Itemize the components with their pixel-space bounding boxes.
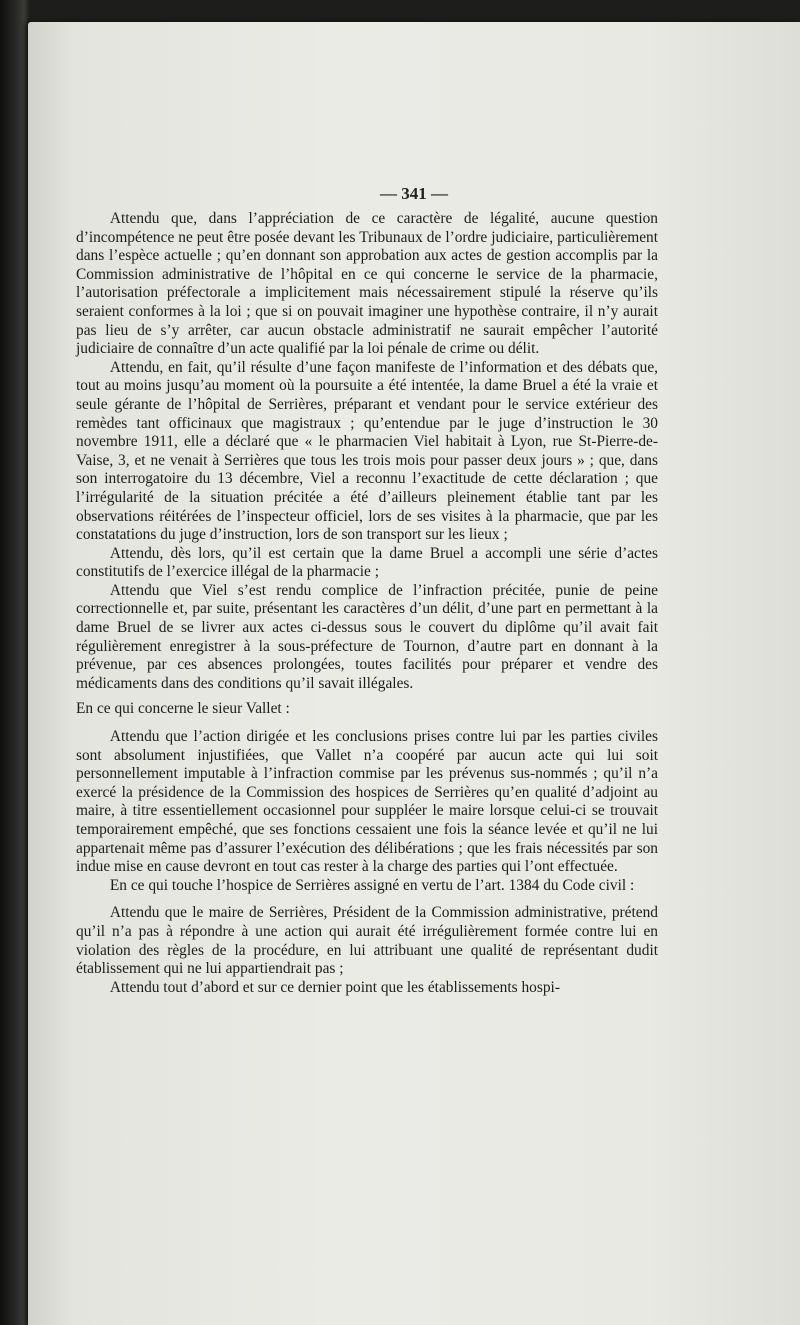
paragraph-etablissements: Attendu tout d’abord et sur ce dernier point que les établissements hospi-: [109, 978, 560, 996]
paragraph-hospice-heading: En ce qui touche l’hospice de Serrières assigné en vertu de l’art. 1384 du Code civil :: [109, 876, 635, 894]
heading-sieur-vallet: En ce qui concerne le sieur Vallet :: [76, 700, 290, 718]
book-binding-edge: [0, 0, 30, 1325]
page-number: — 341 —: [380, 184, 448, 203]
paragraph-des-lors: Attendu, dès lors, qu’il est certain que la dame Bruel a accompli une série d’actes constitutifs de l’exercice illégal de la pharmacie ;: [76, 544, 658, 581]
paragraph-complice-viel: Attendu que Viel s’est rendu complice de l’infraction précitée, punie de peine correctionnelle et, par suite, présentant les caractères d’un délit, d’une part en permettant à la dame Bruel de se livrer aux actes ci-dessus sous le couvert du diplôme qu’il avait fait régulièrement enregistrer à la sous-préfecture de Tournon, d’autre part en donnant à la prévenue, par ces absences prolongées, toutes facilités pour préparer et vendre des médicaments dans des conditions qu’il savait illégales.: [76, 581, 658, 692]
paragraph-en-fait: Attendu, en fait, qu’il résulte d’une façon manifeste de l’information et des débats que, tout au moins jusqu’au moment où la poursuite a été intentée, la dame Bruel a été la vraie et seule gérante de l’hôpital de Serrières, préparant et vendant pour le service extérieur des remèdes tant officinaux que magistraux ; qu’entendue par le juge d’instruction le 30 novembre 1911, elle a déclaré que « le pharmacien Viel habitait à Lyon, rue St-Pierre-de-Vaise, 3, et ne venait à Serrières que tous les trois mois pour passer deux jours » ; que, dans son interrogatoire du 13 décembre, Viel a reconnu l’exactitude de cette déclaration ; que l’irrégularité de la situation précitée a été d’ailleurs pleinement établie tant par les observations réitérées de l’inspecteur officiel, lors de ses visites à la pharmacie, que par les constatations du juge d’instruction, lors de son transport sur les lieux ;: [76, 358, 658, 544]
paragraph-vallet: Attendu que l’action dirigée et les conclusions prises contre lui par les parties civiles sont absolument injustifiées, que Vallet n’a coopéré par aucun acte qui lui soit personnellement imputable à l’infraction commise par les prévenus sus-nommés ; qu’il n’a exercé la présidence de la Commission des hospices de Serrières qu’en qualité d’adjoint au maire, à titre essentiellement occasionnel pour suppléer le maire lorsque celui-ci se trouvait temporairement empêché, que ses fonctions cessaient une fois la séance levée et qu’il ne lui appartenait même pas d’assurer l’exécution des délibérations ; que les frais nécessités par son indue mise en cause devront en tout cas rester à la charge des parties qui l’ont effectuée.: [76, 728, 658, 876]
paragraph-legalite: Attendu que, dans l’appréciation de ce caractère de légalité, aucune question d’incompétence ne peut être posée devant les Tribunaux de l’ordre judiciaire, particulièrement dans l’espèce actuelle ; qu’en donnant son approbation aux actes de gestion accomplis par la Commission administrative de l’hôpital en ce qui concerne le service de la pharmacie, l’autorisation préfectorale a implicitement mais nécessairement stipulé la réserve qu’ils seraient conformes à la loi ; que si on pouvait imaginer une hypothèse contraire, il n’y aurait pas lieu de s’y arrêter, car aucun obstacle administratif ne saurait empêcher l’autorité judiciaire de connaître d’un acte qualifié par la loi pénale de crime ou délit.: [76, 210, 658, 358]
document-page: [28, 22, 800, 1325]
body-text: [76, 210, 658, 997]
paragraph-maire: Attendu que le maire de Serrières, Président de la Commission administrative, prétend qu’il n’a pas à répondre à une action qui aurait été irrégulièrement formée contre lui en violation des règles de la procédure, en lui attribuant une qualité de représentant dudit établissement qui ne lui appartiendrait pas ;: [76, 904, 658, 978]
